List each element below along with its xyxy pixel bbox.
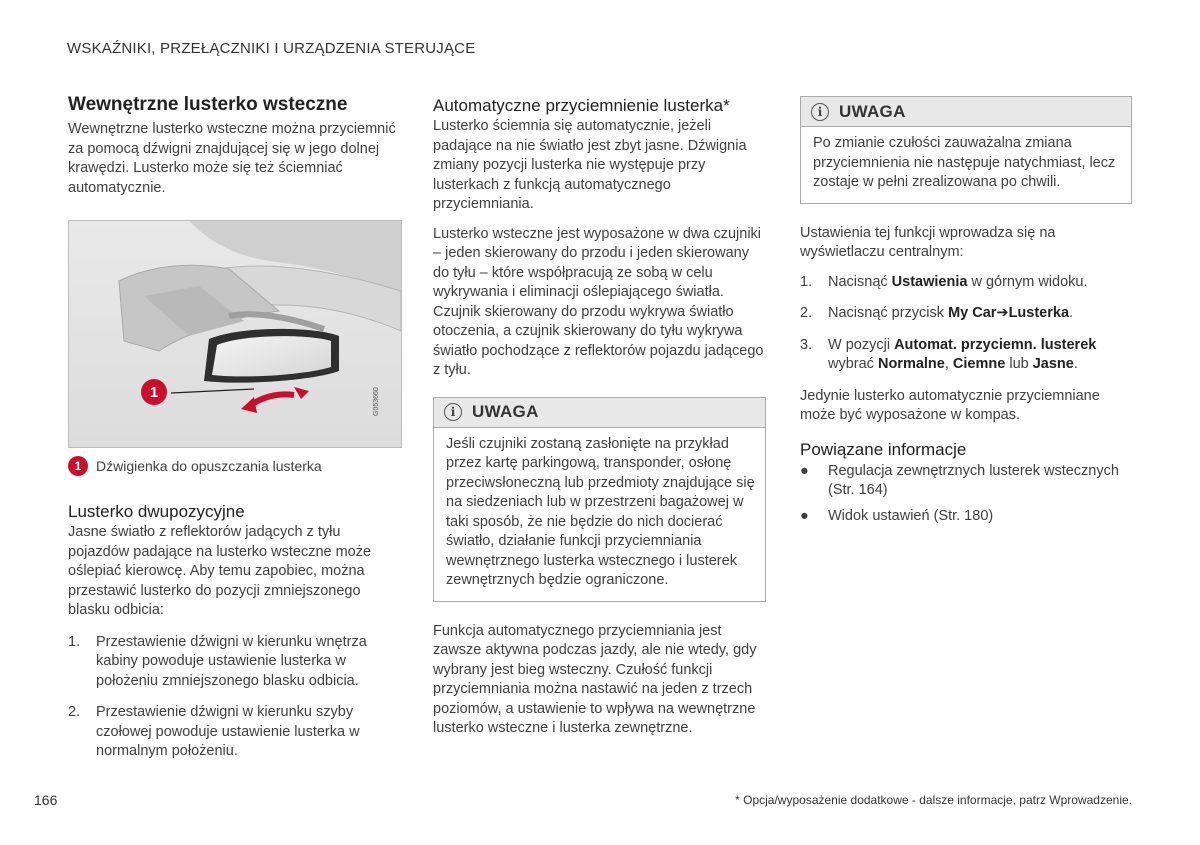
step-number: 2. xyxy=(68,704,81,720)
related-list xyxy=(800,462,1132,527)
note-header xyxy=(801,97,1131,127)
figure-code: G053660 xyxy=(373,387,380,416)
step-number: 1. xyxy=(68,633,81,650)
settings-steps xyxy=(800,273,1132,375)
step-text-part: Nacisnąć xyxy=(828,273,892,290)
figure-caption xyxy=(68,456,403,476)
note-text: Jeśli czujniki zostaną zasłonięte na przykład przez kartę parkingową, transponder, osłonę przeciwsłoneczną lub przedmioty znajdujące się na siedzeniach lub w przestrzeni bagażowej w taki sposób, że nie będzie do nich docierać światło, działanie funkcji przyciemniania wewnętrznego lusterka wstecznego i lusterek zewnętrznych będzie ograniczone. xyxy=(446,435,755,588)
auto-dimming-p3: Funkcja automatycznego przyciemniania jest zawsze aktywna podczas jazdy, ale nie wtedy, gdy wybrany jest bieg wsteczny. Czułość funkcji przyciemniania można nastawić na jeden z trzech poziomów, a ustawienie to wpływa na wewnętrzne lusterko wsteczne i lusterka zewnętrzne. xyxy=(433,622,757,736)
intro-paragraph: Wewnętrzne lusterko wsteczne można przyciemnić za pomocą dźwigni znajdującej się w jego dolnej krawędzi. Lusterko może się też ściemniać automatycznie. xyxy=(68,121,396,196)
list-item xyxy=(68,633,403,692)
list-item xyxy=(800,273,1132,293)
compass-paragraph: Jedynie lusterko automatycznie przyciemniane może być wyposażone w kompas. xyxy=(800,387,1100,423)
list-item xyxy=(68,703,403,762)
column-1 xyxy=(68,94,403,774)
related-link-text[interactable]: Widok ustawień (Str. 180) xyxy=(828,507,994,524)
ui-label: Ustawienia xyxy=(891,273,968,290)
step-text xyxy=(828,336,1132,375)
related-link[interactable] xyxy=(800,462,1132,501)
step-text-part: , xyxy=(944,356,953,372)
step-text-part: . xyxy=(1073,356,1078,372)
ui-label: Lusterka xyxy=(1008,305,1070,321)
caption-text: Dźwigienka do opuszczania lusterka xyxy=(96,458,322,474)
step-number: 1. xyxy=(800,273,813,290)
bullet-icon: ● xyxy=(800,507,809,524)
note-text: Po zmianie czułości zauważalna zmiana przyciemnienia nie następuje natychmiast, lecz zostaje w pełni zrealizowana po chwili. xyxy=(813,135,1116,190)
arrow-icon: ➔ xyxy=(996,305,1009,321)
bullet-icon: ● xyxy=(800,462,809,479)
ui-label: Normalne xyxy=(877,356,945,372)
note-box xyxy=(800,96,1132,204)
related-link-text[interactable]: Regulacja zewnętrznych lusterek wstecznych (Str. 164) xyxy=(828,462,1119,498)
subtitle-two-position: Lusterko dwupozycyjne xyxy=(68,502,245,521)
two-position-steps xyxy=(68,633,403,762)
ui-label: Jasne xyxy=(1032,356,1074,372)
step-text: Przestawienie dźwigni w kierunku szyby czołowej powoduje ustawienie lusterka w normalnym położeniu. xyxy=(96,704,360,759)
list-item xyxy=(800,336,1132,375)
related-title: Powiązane informacje xyxy=(800,439,967,459)
footer-note: * Opcja/wyposażenie dodatkowe - dalsze informacje, patrz Wprowadzenie. xyxy=(735,793,1132,807)
column-3 xyxy=(800,96,1132,532)
related-link[interactable] xyxy=(800,507,1132,527)
caption-number: 1 xyxy=(68,456,88,476)
auto-dimming-p1: Lusterko ściemnia się automatycznie, jeżeli padające na nie światło jest zbyt jasne. Dźwignia zmiany pozycji lusterka nie występuje przy lusterkach z funkcją automatycznego przyciemniania. xyxy=(433,118,747,212)
step-number: 3. xyxy=(800,336,813,353)
two-position-paragraph: Jasne światło z reflektorów jadących z tyłu pojazdów padające na lusterko wsteczne może oślepiać kierowcę. Aby temu zapobiec, można przestawić lusterko do pozycji zmniejszonego blasku odbicia: xyxy=(68,524,372,618)
ui-label: My Car xyxy=(948,305,997,321)
step-text-part: w górnym widoku. xyxy=(967,273,1088,290)
step-text-part: . xyxy=(1069,305,1074,321)
step-text: Przestawienie dźwigni w kierunku wnętrza kabiny powoduje ustawienie lusterka w położeniu zmniejszonego blasku odbicia. xyxy=(96,633,367,689)
step-text-part: W pozycji xyxy=(828,336,895,353)
step-text xyxy=(828,304,1073,324)
figure-callout xyxy=(141,379,175,405)
list-item xyxy=(800,304,1132,324)
step-text-part: lub xyxy=(1005,356,1033,372)
callout-1: 1 xyxy=(141,379,167,405)
auto-dimming-title: Automatyczne przyciemnienie lusterka* xyxy=(433,96,730,115)
step-text-part: Nacisnąć przycisk xyxy=(828,305,949,321)
note-title: UWAGA xyxy=(839,101,906,121)
info-icon: i xyxy=(444,403,462,421)
step-text xyxy=(828,273,1088,293)
step-text-part: wybrać xyxy=(828,356,878,372)
page-number: 166 xyxy=(34,792,58,808)
section-header: WSKAŹNIKI, PRZEŁĄCZNIKI I URZĄDZENIA STERUJĄCE xyxy=(67,40,476,57)
note-box xyxy=(433,397,766,602)
note-title: UWAGA xyxy=(472,402,539,421)
mirror-drawing xyxy=(69,221,401,447)
auto-dimming-p2: Lusterko wsteczne jest wyposażone w dwa czujniki – jeden skierowany do przodu i jeden skierowany do tyłu – które współpracują ze sobą w celu wykrywania i eliminacji oślepiającego światła. Czujnik skierowany do przodu wykrywa światło otoczenia, a czujnik skierowany do tyłu wykrywa światło pochodzące z reflektorów pojazdu jadącego z tyłu. xyxy=(433,225,764,378)
ui-label: Ciemne xyxy=(952,356,1006,372)
column-2 xyxy=(433,96,766,749)
info-icon: i xyxy=(811,103,829,121)
step-number: 2. xyxy=(800,305,813,321)
note-header xyxy=(434,398,765,428)
settings-intro: Ustawienia tej funkcji wprowadza się na wyświetlaczu centralnym: xyxy=(800,224,1056,260)
page-title: Wewnętrzne lusterko wsteczne xyxy=(68,94,348,115)
mirror-illustration xyxy=(68,220,402,448)
ui-label: Automat. przyciemn. lusterek xyxy=(894,336,1097,353)
